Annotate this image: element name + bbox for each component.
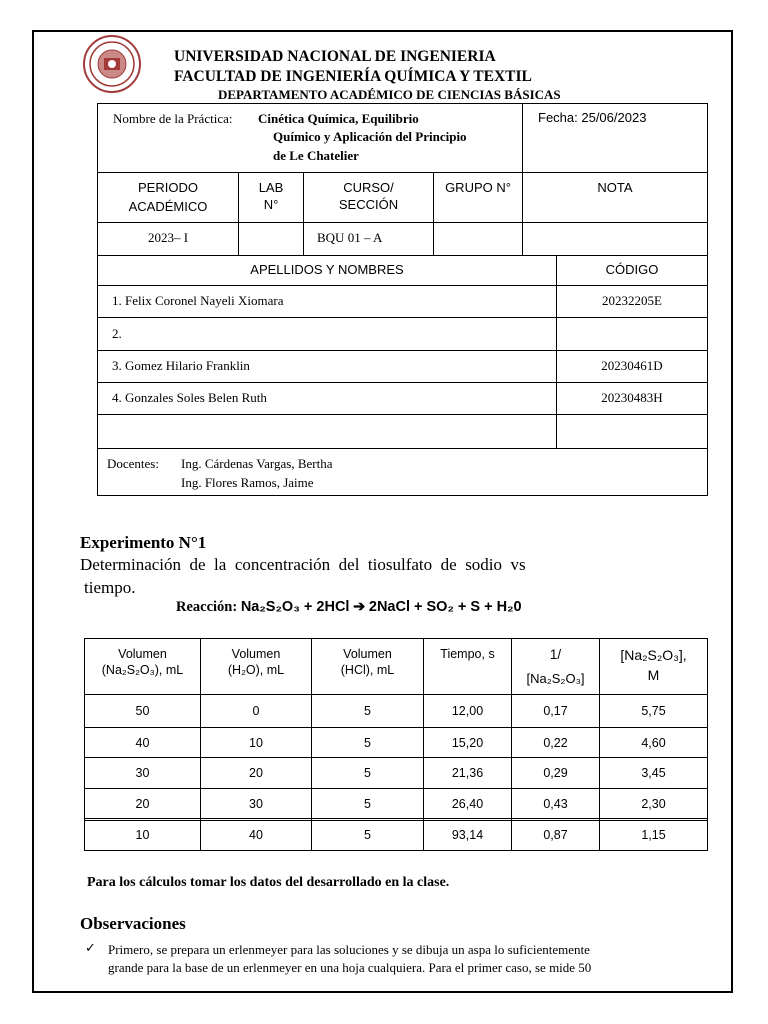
table-cell: 10 (249, 736, 263, 750)
table-cell: 12,00 (451, 704, 484, 718)
table-cell: 5 (364, 797, 371, 811)
table-cell: 5,75 (641, 704, 666, 718)
periodo-header-l1: PERIODO (138, 180, 198, 195)
reaction-label: Reacción: (176, 599, 238, 615)
col-header-3-l1: Volumen (343, 647, 392, 661)
table-cell: 1,15 (641, 828, 666, 842)
reaction-reactants: Na₂S₂O₃ + 2HCl (240, 599, 350, 615)
col-header-5-l1: 1/ (549, 647, 562, 662)
table-cell: 40 (249, 828, 263, 842)
observations-title: Observaciones (80, 914, 186, 933)
table-cell: 10 (135, 828, 150, 842)
table-cell: 15,20 (451, 736, 484, 750)
practice-date: Fecha: 25/06/2023 (538, 110, 647, 125)
practice-name-line2: Químico y Aplicación del Principio (273, 129, 467, 144)
col-header-1-l1: Volumen (118, 647, 167, 661)
col-header-4-l1: Tiempo, s (440, 647, 495, 661)
student-code-3: 20230461D (601, 358, 663, 373)
table-cell: 21,36 (451, 766, 484, 780)
department-name: DEPARTAMENTO ACADÉMICO DE CIENCIAS BÁSICAS (218, 87, 561, 102)
col-header-5-l2: [Na₂S₂O₃] (526, 671, 585, 686)
practice-name-line1: Cinética Química, Equilibrio (258, 111, 419, 126)
table-cell: 30 (249, 797, 263, 811)
calc-note: Para los cálculos tomar los datos del desarrollado en la clase. (87, 875, 450, 890)
lab-header-l2: N° (263, 197, 279, 212)
table-cell: 26,40 (451, 797, 484, 811)
table-cell: 0,22 (543, 736, 568, 750)
table-cell: 0 (252, 704, 260, 718)
experiment-desc-line2: tiempo. (84, 578, 136, 597)
students-names-header: APELLIDOS Y NOMBRES (250, 262, 404, 277)
table-cell: 4,60 (641, 736, 666, 750)
university-name: UNIVERSIDAD NACIONAL DE INGENIERIA (174, 48, 496, 65)
table-cell: 93,14 (451, 828, 484, 842)
table-cell: 5 (364, 766, 371, 780)
reaction-products: 2NaCl + SO₂ + S + H₂0 (368, 599, 522, 615)
student-name-2: 2. (112, 326, 122, 341)
docentes-label: Docentes: (107, 456, 159, 471)
curso-header-l1: CURSO/ (343, 180, 394, 195)
docente-1: Ing. Cárdenas Vargas, Bertha (181, 456, 333, 471)
lab-header-l1: LAB (258, 180, 284, 195)
table-cell: 5 (364, 704, 371, 718)
faculty-name: FACULTAD DE INGENIERÍA QUÍMICA Y TEXTIL (174, 68, 532, 85)
col-header-1-l2: (Na₂S₂O₃), mL (101, 663, 184, 677)
col-header-3-l2: (HCl), mL (340, 663, 395, 677)
student-name-3: 3. Gomez Hilario Franklin (112, 358, 250, 373)
table-cell: 0,43 (543, 797, 568, 811)
table-cell: 3,45 (641, 766, 666, 780)
table-cell: 0,17 (543, 704, 568, 718)
docente-2: Ing. Flores Ramos, Jaime (181, 475, 314, 490)
student-name-4: 4. Gonzales Soles Belen Ruth (112, 390, 267, 405)
experiment-title: Experimento N°1 (80, 533, 207, 552)
grupo-header: GRUPO N° (445, 180, 511, 195)
table-cell: 40 (135, 736, 150, 750)
arrow-right-icon: ➔ (353, 599, 366, 615)
observation-line2: grande para la base de un erlenmeyer en una hoja cualquiera. Para el primer caso, se mide 50 (108, 960, 592, 975)
col-header-2-l2: (H₂O), mL (227, 663, 285, 677)
curso-header-l2: SECCIÓN (338, 197, 399, 212)
table-cell: 5 (364, 736, 371, 750)
student-code-1: 20232205E (602, 293, 662, 308)
col-header-2-l1: Volumen (231, 647, 281, 661)
curso-value: BQU 01 – A (317, 230, 383, 245)
practice-label: Nombre de la Práctica: (113, 111, 233, 126)
periodo-header-l2: ACADÉMICO (128, 199, 208, 214)
observation-line1: Primero, se prepara un erlenmeyer para las soluciones y se dibuja un aspa lo suficientemente (108, 942, 590, 957)
checkmark-icon: ✓ (85, 940, 96, 955)
col-header-6-l2: M (647, 667, 660, 683)
table-cell: 5 (364, 828, 371, 842)
student-code-4: 20230483H (601, 390, 663, 405)
nota-header: NOTA (597, 180, 633, 195)
students-code-header: CÓDIGO (605, 262, 659, 277)
periodo-value: 2023– I (147, 230, 189, 245)
table-cell: 0,87 (543, 828, 568, 842)
table-cell: 0,29 (543, 766, 568, 780)
table-cell: 2,30 (641, 797, 666, 811)
table-cell: 20 (135, 797, 150, 811)
practice-name-line3: de Le Chatelier (273, 148, 359, 163)
table-cell: 50 (135, 704, 150, 718)
experiment-desc-line1: Determinación de la concentración del tiosulfato de sodio vs (80, 555, 526, 574)
student-name-1: 1. Felix Coronel Nayeli Xiomara (112, 293, 284, 308)
col-header-6-l1: [Na₂S₂O₃], (620, 647, 687, 663)
table-cell: 20 (249, 766, 263, 780)
table-cell: 30 (135, 766, 150, 780)
